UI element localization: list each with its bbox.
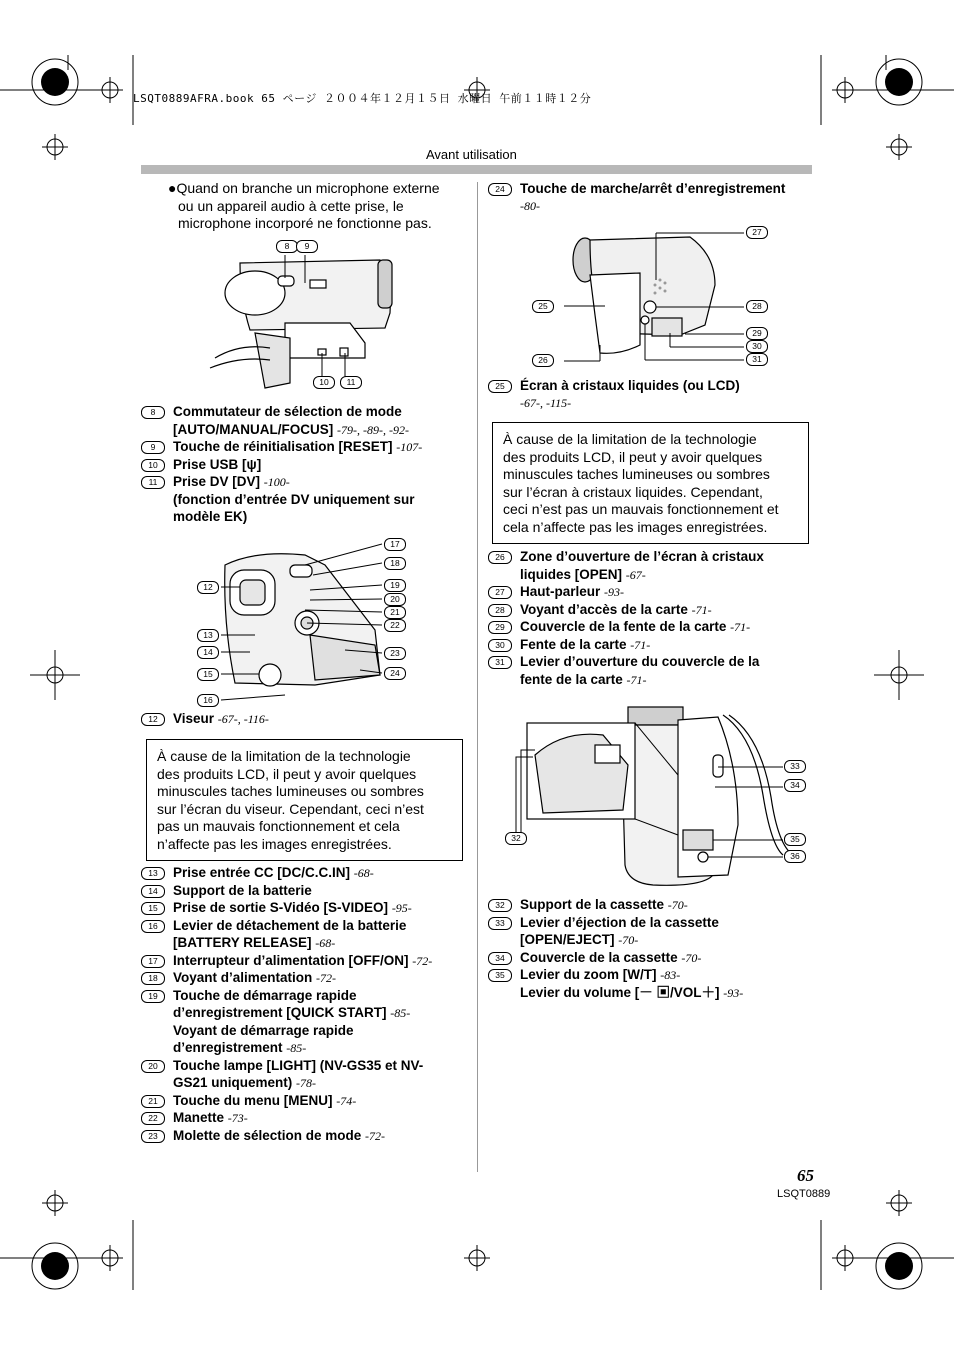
item-14 — [141, 882, 471, 900]
item-34 — [488, 949, 818, 967]
callout-22: 22 — [384, 619, 406, 632]
item-text: modèle EK) — [173, 509, 248, 524]
note-line: minuscules taches lumineuses ou sombres — [157, 783, 424, 799]
page-ref: -85- — [286, 1041, 307, 1055]
callout-30: 30 — [746, 340, 768, 353]
item-22 — [141, 1109, 471, 1127]
item-number: 25 — [488, 380, 512, 393]
camera-cassette-figure — [503, 705, 808, 890]
page-ref: -79-, -89-, -92- — [336, 422, 409, 437]
item-number: 22 — [141, 1112, 165, 1125]
item-number: 32 — [488, 899, 512, 912]
item-number: 14 — [141, 885, 165, 898]
item-35 — [488, 966, 818, 1001]
item-number: 31 — [488, 656, 512, 669]
item-number: 34 — [488, 952, 512, 965]
camera-side-drawing — [200, 238, 400, 393]
item-number: 29 — [488, 621, 512, 634]
item-8 — [141, 403, 471, 438]
print-header: LSQT0889AFRA.book 65 ページ ２００４年１２月１５日 水曜日 午前１１時１２分 — [133, 92, 592, 105]
item-10 — [141, 456, 471, 474]
note-line: minuscules taches lumineuses ou sombres — [503, 466, 770, 482]
item-24 — [488, 180, 818, 215]
item-number: 26 — [488, 551, 512, 564]
item-text: Support de la cassette — [520, 897, 668, 912]
item-text: Levier de détachement de la batterie — [173, 917, 407, 933]
page-ref: -74- — [336, 1093, 357, 1108]
note-line: À cause de la limitation de la technologie — [157, 748, 411, 764]
callout-11: 11 — [340, 376, 362, 389]
item-number: 18 — [141, 972, 165, 985]
usb-icon: ψ — [246, 457, 257, 472]
section-title: Avant utilisation — [426, 147, 517, 162]
item-text: Voyant de démarrage rapide — [173, 1022, 354, 1038]
item-number: 15 — [141, 902, 165, 915]
item-text: Levier d’ouverture du couvercle de la — [520, 654, 760, 669]
item-text: Écran à cristaux liquides (ou LCD) — [520, 378, 740, 393]
item-number: 30 — [488, 639, 512, 652]
item-number: 19 — [141, 990, 165, 1003]
callout-17: 17 — [384, 538, 406, 551]
item-number: 12 — [141, 713, 165, 726]
item-number: 16 — [141, 920, 165, 933]
callout-26: 26 — [532, 354, 554, 367]
note-line: pas un mauvais fonctionnement et cela — [157, 818, 400, 834]
callout-16: 16 — [197, 694, 219, 707]
item-text: (fonction d’entrée DV uniquement sur — [173, 491, 415, 507]
page-ref: -67-, -115- — [520, 395, 572, 410]
page-ref: -70- — [681, 950, 702, 965]
item-30 — [488, 636, 818, 654]
item-text: fente de la carte — [520, 671, 627, 687]
item-12 — [141, 710, 471, 728]
item-text: GS21 uniquement) — [173, 1075, 297, 1090]
item-text: ] — [256, 457, 262, 472]
note-line: n’affecte pas les images enregistrées. — [157, 835, 392, 852]
item-text: Molette de sélection de mode — [173, 1127, 366, 1143]
item-number: 17 — [141, 955, 165, 968]
callout-28: 28 — [746, 300, 768, 313]
note-line: sur l’écran à cristaux liquides. Cependant, — [503, 483, 763, 500]
page-ref: -73- — [227, 1111, 248, 1125]
item-31 — [488, 653, 818, 688]
item-text: Interrupteur d’alimentation [OFF/ON] — [173, 952, 413, 968]
item-number: 21 — [141, 1095, 165, 1108]
item-number: 20 — [141, 1060, 165, 1073]
page-ref: -67- — [625, 567, 646, 582]
page-ref: -80- — [520, 198, 540, 213]
item-text: d’enregistrement — [173, 1040, 287, 1055]
camera-rear-figure — [195, 535, 415, 710]
item-text: Levier du zoom [W/T] — [520, 967, 661, 982]
item-13 — [141, 864, 471, 882]
page-ref: -72- — [365, 1128, 386, 1143]
item-11 — [141, 473, 471, 526]
page-number: 65 — [797, 1166, 814, 1185]
item-text: Manette — [173, 1110, 228, 1125]
item-text: Zone d’ouverture de l’écran à cristaux — [520, 549, 764, 564]
page-ref: -68- — [353, 866, 374, 880]
page-ref: -93- — [604, 585, 625, 599]
item-number: 33 — [488, 917, 512, 930]
callout-12: 12 — [197, 581, 219, 594]
item-number: 28 — [488, 604, 512, 617]
callout-32: 32 — [505, 832, 527, 845]
item-25 — [488, 377, 818, 412]
callout-31: 31 — [746, 353, 768, 366]
callout-23: 23 — [384, 647, 406, 660]
item-text: Prise USB [ — [173, 457, 247, 472]
page-ref: -93- — [723, 985, 744, 1000]
item-text: Prise entrée CC [DC/C.C.IN] — [173, 865, 354, 880]
item-16 — [141, 917, 471, 952]
item-text: Fente de la carte — [520, 636, 631, 652]
note-line: cela n’affecte pas les images enregistrées. — [503, 518, 768, 535]
item-29 — [488, 618, 818, 636]
item-19 — [141, 987, 471, 1057]
item-text: liquides [OPEN] — [520, 566, 626, 582]
callout-29: 29 — [746, 327, 768, 340]
callout-33: 33 — [784, 760, 806, 773]
display-mode-icon: ▣ — [656, 984, 671, 1000]
item-text: Touche de démarrage rapide — [173, 987, 357, 1003]
item-number: 24 — [488, 183, 512, 196]
callout-21: 21 — [384, 606, 406, 619]
callout-8: 8 — [276, 240, 298, 253]
item-text: d’enregistrement [QUICK START] — [173, 1005, 391, 1020]
page-ref: -70- — [618, 933, 639, 947]
doc-code: LSQT0889 — [777, 1188, 831, 1200]
page-ref: -71- — [691, 602, 712, 617]
item-text: Support de la batterie — [173, 882, 312, 898]
lcd-note-box — [492, 422, 809, 544]
item-17 — [141, 952, 471, 970]
camera-side-figure — [200, 238, 400, 393]
note-line: À cause de la limitation de la technologie — [503, 431, 757, 447]
callout-9: 9 — [296, 240, 318, 253]
camera-lcd-side-figure — [530, 225, 775, 370]
callout-19: 19 — [384, 579, 406, 592]
item-text: Touche du menu [MENU] — [173, 1092, 337, 1108]
item-text: Couvercle de la cassette — [520, 949, 682, 965]
page-ref: -67-, -116- — [217, 712, 269, 726]
item-number: 9 — [141, 441, 165, 454]
viewfinder-note-box — [146, 739, 463, 861]
callout-14: 14 — [197, 646, 219, 659]
item-26 — [488, 548, 818, 583]
item-text: Viseur — [173, 711, 218, 726]
item-text: Commutateur de sélection de mode — [173, 404, 402, 419]
item-27 — [488, 583, 818, 601]
callout-20: 20 — [384, 593, 406, 606]
camera-lcd-drawing — [530, 225, 775, 370]
item-text: [AUTO/MANUAL/FOCUS] — [173, 421, 337, 437]
camera-cassette-drawing — [503, 705, 808, 890]
callout-25: 25 — [532, 300, 554, 313]
item-number: 13 — [141, 867, 165, 880]
callout-18: 18 — [384, 557, 406, 570]
callout-24: 24 — [384, 667, 406, 680]
item-33 — [488, 914, 818, 949]
page-ref: -70- — [667, 898, 688, 912]
page-ref: -72- — [412, 953, 433, 968]
page-ref: -78- — [296, 1076, 317, 1090]
note-line: des produits LCD, il peut y avoir quelques — [503, 448, 763, 465]
item-32 — [488, 896, 818, 914]
item-number: 8 — [141, 406, 165, 419]
item-text: [BATTERY RELEASE] — [173, 935, 316, 950]
page-ref: -100- — [263, 475, 290, 489]
item-text: Voyant d’accès de la carte — [520, 601, 692, 617]
bullet-note: ●Quand on branche un microphone externe ou un appareil audio à cette prise, le microphone incorporé ne fonctionne pas. — [168, 180, 440, 231]
item-number: 11 — [141, 476, 165, 489]
item-text: Touche lampe [LIGHT] (NV-GS35 et NV- — [173, 1057, 424, 1073]
page-ref: -71- — [626, 672, 647, 687]
item-number: 23 — [141, 1130, 165, 1143]
callout-34: 34 — [784, 779, 806, 792]
page-ref: -107- — [396, 440, 423, 454]
item-text: Touche de réinitialisation [RESET] — [173, 439, 397, 454]
note-line: sur l’écran du viseur. Cependant, ceci n’est — [157, 800, 424, 817]
page-ref: -71- — [630, 637, 651, 652]
item-21 — [141, 1092, 471, 1110]
item-text: Couvercle de la fente de la carte — [520, 619, 731, 634]
item-number: 35 — [488, 969, 512, 982]
callout-10: 10 — [313, 376, 335, 389]
page-ref: -68- — [315, 936, 336, 950]
item-text: Haut-parleur — [520, 584, 605, 599]
header-rule — [141, 165, 812, 174]
item-18 — [141, 969, 471, 987]
item-text: [OPEN/EJECT] — [520, 932, 619, 947]
note-line: des produits LCD, il peut y avoir quelques — [157, 765, 417, 782]
page-ref: -85- — [390, 1006, 411, 1020]
item-text: Prise de sortie S-Vidéo [S-VIDEO] — [173, 900, 392, 915]
page-ref: -83- — [660, 968, 681, 982]
item-text: Voyant d’alimentation — [173, 970, 317, 985]
item-20 — [141, 1057, 471, 1092]
camera-rear-drawing — [195, 535, 415, 710]
item-text: Touche de marche/arrêt d’enregistrement — [520, 181, 786, 196]
callout-15: 15 — [197, 668, 219, 681]
item-text: /VOL＋] — [670, 984, 724, 1000]
column-divider — [477, 182, 478, 1172]
item-number: 27 — [488, 586, 512, 599]
callout-27: 27 — [746, 226, 768, 239]
page-ref: -95- — [391, 901, 412, 915]
callout-36: 36 — [784, 850, 806, 863]
callout-35: 35 — [784, 833, 806, 846]
item-23 — [141, 1127, 471, 1145]
callout-13: 13 — [197, 629, 219, 642]
page-ref: -72- — [316, 971, 337, 985]
item-text: Levier d’éjection de la cassette — [520, 914, 719, 930]
item-number: 10 — [141, 459, 165, 472]
item-15 — [141, 899, 471, 917]
item-28 — [488, 601, 818, 619]
note-line: ceci n’est pas un mauvais fonctionnement et — [503, 501, 779, 517]
item-text: Prise DV [DV] — [173, 474, 264, 489]
page-ref: -71- — [730, 620, 751, 634]
item-text: Levier du volume [－ — [520, 984, 657, 1000]
item-9 — [141, 438, 471, 456]
